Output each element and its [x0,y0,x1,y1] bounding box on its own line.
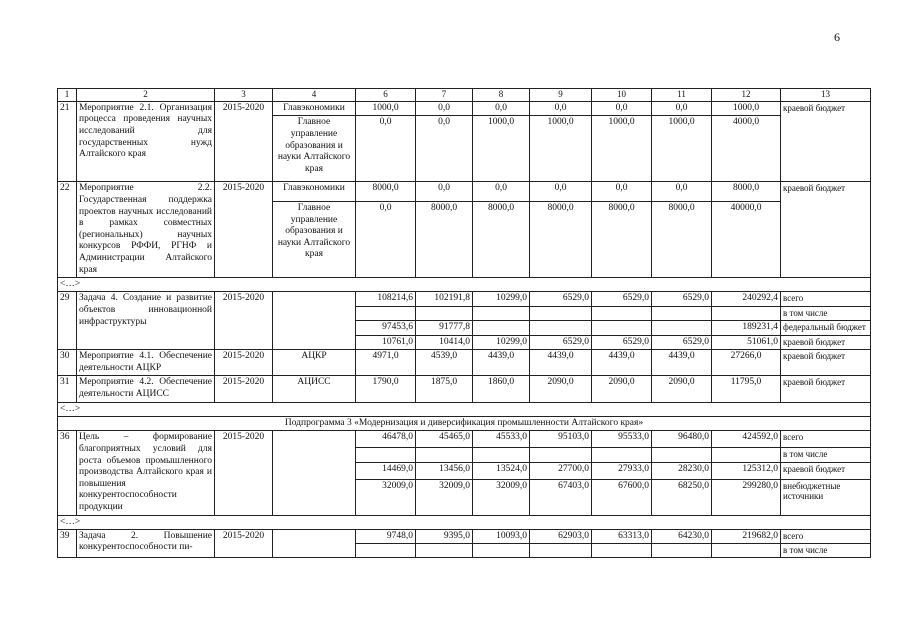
value-cell: 10299,0 [473,335,530,350]
column-header: 6 [356,89,416,102]
value-cell: 45533,0 [473,431,530,447]
funding-source: в том числе [781,447,871,463]
row-number: 30 [58,350,77,376]
column-header: 11 [652,89,712,102]
funding-source: в том числе [781,544,871,558]
value-cell: 2090,0 [652,376,712,402]
row-period: 2015-2020 [215,376,273,402]
table-row [58,529,871,544]
column-header: 2 [77,89,215,102]
value-cell [712,544,781,558]
row-executor: Главное управление образования и науки Алтайского края [273,202,356,278]
row-executor: Главэкономики [273,101,356,116]
value-cell [652,447,712,463]
value-cell: 10414,0 [416,335,473,350]
value-cell: 6529,0 [530,292,592,307]
value-cell [416,544,473,558]
value-cell [592,447,652,463]
value-cell: 14469,0 [356,463,416,479]
value-cell [356,447,416,463]
row-period: 2015-2020 [215,350,273,376]
value-cell [530,321,592,336]
row-executor [273,292,356,350]
value-cell [652,321,712,336]
value-cell: 240292,4 [712,292,781,307]
value-cell: 0,0 [473,101,530,116]
value-cell: 67403,0 [530,479,592,515]
row-name: Задача 4. Создание и развитие объектов инновационной инфраструктуры [77,292,215,350]
value-cell: 6529,0 [530,335,592,350]
value-cell: 4439,0 [652,350,712,376]
value-cell: 8000,0 [356,182,416,202]
value-cell: 1790,0 [356,376,416,402]
subprogram-title: Подпрограмма 3 «Модернизация и диверсификация промышленности Алтайского края» [58,416,871,431]
value-cell [416,447,473,463]
value-cell: 10299,0 [473,292,530,307]
row-executor: АЦИСС [273,376,356,402]
funding-source: всего [781,529,871,544]
row-name: Мероприятие 4.1. Обеспечение деятельности АЦКР [77,350,215,376]
row-number: 31 [58,376,77,402]
funding-source: краевой бюджет [781,463,871,479]
row-name: Мероприятие 2.2. Государственная поддержка проектов научных исследований в рамках совместных (региональных) научных конкурсов РФФИ, РГНФ и Администрации Алтайского края [77,182,215,278]
value-cell: 4439,0 [473,350,530,376]
table-row [58,431,871,447]
value-cell [530,447,592,463]
funding-source: внебюджетные источники [781,479,871,515]
value-cell: 10093,0 [473,529,530,544]
value-cell [530,544,592,558]
ellipsis-marker: <…> [58,278,871,292]
funding-source: всего [781,431,871,447]
subprogram-heading-row [58,416,871,431]
program-table [57,88,871,558]
value-cell: 8000,0 [473,202,530,278]
value-cell: 46478,0 [356,431,416,447]
table-row [58,376,871,402]
value-cell: 32009,0 [473,479,530,515]
value-cell: 9748,0 [356,529,416,544]
row-period: 2015-2020 [215,182,273,278]
value-cell [712,447,781,463]
value-cell [592,307,652,321]
column-header: 10 [592,89,652,102]
value-cell: 1860,0 [473,376,530,402]
row-name: Задача 2. Повышение конкурентоспособности пи- [77,529,215,558]
value-cell: 8000,0 [530,202,592,278]
funding-source: в том числе [781,307,871,321]
column-header: 4 [273,89,356,102]
value-cell: 0,0 [356,202,416,278]
row-name: Цель – формирование благоприятных условий для роста объемов промышленного производства Алтайского края и повышения конкурентоспособности продукции [77,431,215,515]
value-cell: 27933,0 [592,463,652,479]
row-period: 2015-2020 [215,431,273,515]
row-period: 2015-2020 [215,529,273,558]
value-cell: 0,0 [416,116,473,182]
row-number: 22 [58,182,77,278]
value-cell: 64230,0 [652,529,712,544]
column-header: 12 [712,89,781,102]
value-cell: 67600,0 [592,479,652,515]
column-header: 7 [416,89,473,102]
value-cell: 219682,0 [712,529,781,544]
row-number: 29 [58,292,77,350]
row-name: Мероприятие 2.1. Организация процесса проведения научных исследований для государственных нужд Алтайского края [77,101,215,182]
value-cell: 27700,0 [530,463,592,479]
value-cell: 299280,0 [712,479,781,515]
value-cell: 62903,0 [530,529,592,544]
gap-row [58,515,871,529]
funding-source: краевой бюджет [781,335,871,350]
row-executor: АЦКР [273,350,356,376]
funding-source: федеральный бюджет [781,321,871,336]
value-cell: 1000,0 [712,101,781,116]
value-cell: 1000,0 [530,116,592,182]
table-row [58,292,871,307]
value-cell: 40000,0 [712,202,781,278]
value-cell: 2090,0 [530,376,592,402]
value-cell: 0,0 [530,182,592,202]
column-header: 3 [215,89,273,102]
table-row [58,101,871,116]
row-number: 36 [58,431,77,515]
value-cell [712,307,781,321]
value-cell: 9395,0 [416,529,473,544]
value-cell: 1875,0 [416,376,473,402]
value-cell: 6529,0 [592,292,652,307]
row-number: 39 [58,529,77,558]
value-cell: 28230,0 [652,463,712,479]
row-period: 2015-2020 [215,292,273,350]
value-cell: 96480,0 [652,431,712,447]
value-cell: 6529,0 [652,335,712,350]
ellipsis-marker: <…> [58,515,871,529]
value-cell [473,544,530,558]
row-period: 2015-2020 [215,101,273,182]
value-cell: 97453,6 [356,321,416,336]
column-header: 8 [473,89,530,102]
value-cell: 0,0 [473,182,530,202]
value-cell [592,321,652,336]
value-cell: 27266,0 [712,350,781,376]
value-cell: 8000,0 [712,182,781,202]
value-cell: 1000,0 [473,116,530,182]
value-cell: 1000,0 [592,116,652,182]
value-cell: 8000,0 [592,202,652,278]
ellipsis-marker: <…> [58,402,871,416]
row-executor: Главное управление образования и науки Алтайского края [273,116,356,182]
value-cell: 32009,0 [416,479,473,515]
value-cell: 51061,0 [712,335,781,350]
funding-source: краевой бюджет [781,182,871,278]
value-cell: 4539,0 [416,350,473,376]
value-cell [473,447,530,463]
value-cell: 4971,0 [356,350,416,376]
value-cell [592,544,652,558]
value-cell: 0,0 [356,116,416,182]
row-executor [273,431,356,515]
table-row [58,350,871,376]
value-cell: 6529,0 [592,335,652,350]
page-number: 6 [834,30,840,44]
value-cell: 108214,6 [356,292,416,307]
value-cell: 0,0 [652,182,712,202]
value-cell: 45465,0 [416,431,473,447]
value-cell: 4439,0 [592,350,652,376]
funding-source: краевой бюджет [781,350,871,376]
value-cell [530,307,592,321]
value-cell: 2090,0 [592,376,652,402]
value-cell: 13456,0 [416,463,473,479]
value-cell: 0,0 [416,101,473,116]
value-cell: 68250,0 [652,479,712,515]
value-cell: 11795,0 [712,376,781,402]
value-cell: 0,0 [530,101,592,116]
value-cell: 13524,0 [473,463,530,479]
value-cell [356,307,416,321]
value-cell: 32009,0 [356,479,416,515]
funding-source: краевой бюджет [781,376,871,402]
funding-source: краевой бюджет [781,101,871,182]
value-cell: 102191,8 [416,292,473,307]
row-executor: Главэкономики [273,182,356,202]
table-row [58,182,871,202]
value-cell [473,307,530,321]
value-cell: 1000,0 [356,101,416,116]
value-cell: 0,0 [652,101,712,116]
value-cell: 0,0 [592,182,652,202]
funding-source: всего [781,292,871,307]
value-cell [416,307,473,321]
gap-row [58,278,871,292]
value-cell: 6529,0 [652,292,712,307]
value-cell: 10761,0 [356,335,416,350]
value-cell: 189231,4 [712,321,781,336]
value-cell: 0,0 [592,101,652,116]
value-cell: 63313,0 [592,529,652,544]
value-cell: 4439,0 [530,350,592,376]
value-cell: 8000,0 [652,202,712,278]
row-number: 21 [58,101,77,182]
value-cell: 95533,0 [592,431,652,447]
value-cell: 0,0 [416,182,473,202]
gap-row [58,402,871,416]
value-cell: 91777,8 [416,321,473,336]
value-cell [652,544,712,558]
row-executor [273,529,356,558]
column-header: 13 [781,89,871,102]
column-header: 1 [58,89,77,102]
value-cell [473,321,530,336]
value-cell: 8000,0 [416,202,473,278]
value-cell [356,544,416,558]
value-cell [652,307,712,321]
value-cell: 4000,0 [712,116,781,182]
column-header: 9 [530,89,592,102]
value-cell: 95103,0 [530,431,592,447]
value-cell: 125312,0 [712,463,781,479]
value-cell: 424592,0 [712,431,781,447]
row-name: Мероприятие 4.2. Обеспечение деятельности АЦИСС [77,376,215,402]
value-cell: 1000,0 [652,116,712,182]
table-header-row [58,89,871,102]
